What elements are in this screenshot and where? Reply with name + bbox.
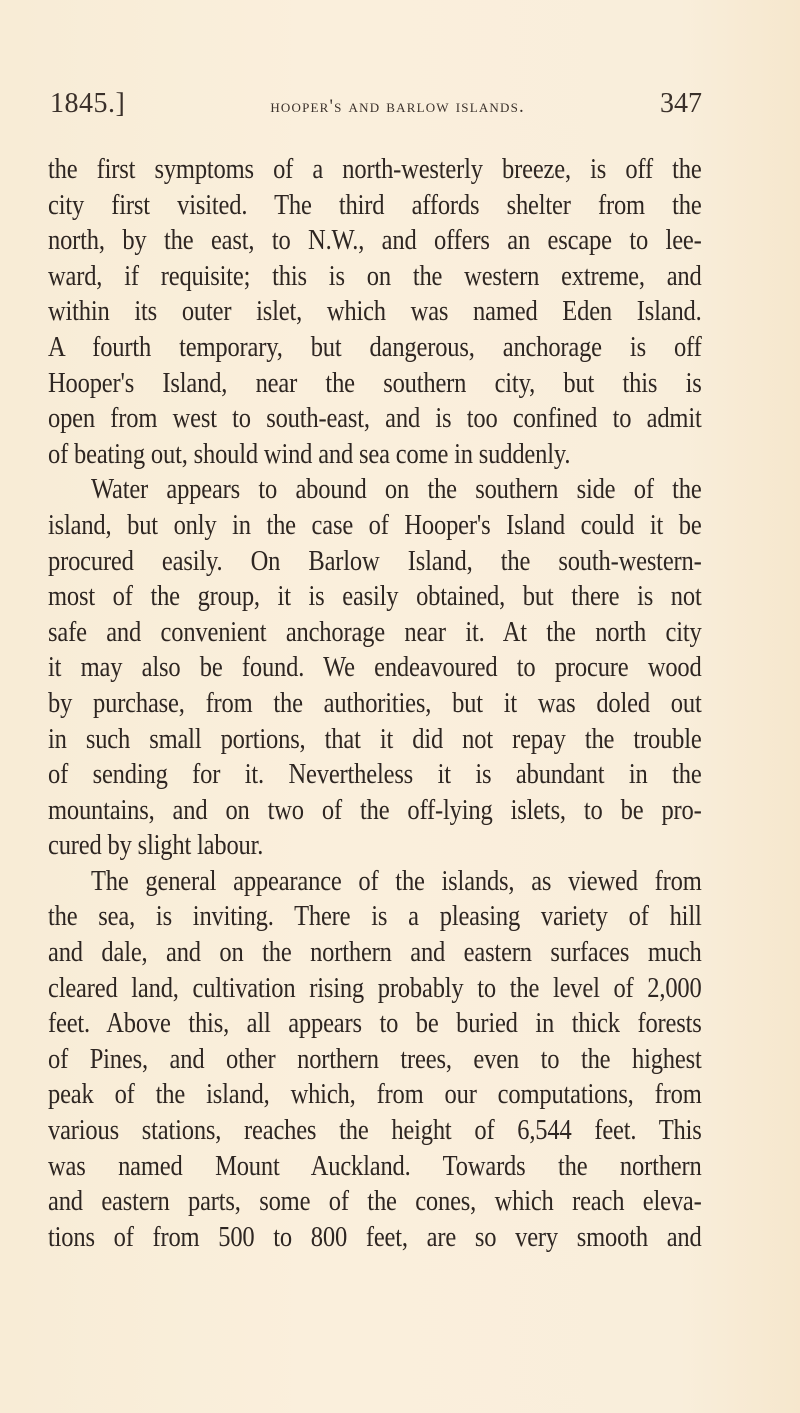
text-line: Hooper's Island, near the southern city, but this is [48,367,702,399]
text-line: tions of from 500 to 800 feet, are so very smooth and [48,1221,702,1253]
text-line: was named Mount Auckland. Towards the northern [48,1150,702,1182]
text-line: and eastern parts, some of the cones, which reach eleva- [48,1186,702,1218]
running-head-year: 1845.] [50,88,126,119]
text-line: the first symptoms of a north-westerly breeze, is off the [48,154,702,185]
text-line: of Pines, and other northern trees, even to the highest [48,1043,702,1075]
text-line: The general appearance of the islands, as viewed from [91,865,702,897]
text-line: of sending for it. Nevertheless it is abundant in the [48,759,702,791]
text-line: by purchase, from the authorities, but it was doled out [48,687,702,719]
text-line: island, but only in the case of Hooper's Island could it be [48,509,702,541]
text-line: various stations, reaches the height of 6,544 feet. This [48,1115,702,1147]
text-line: the sea, is inviting. There is a pleasing variety of hill [48,901,702,933]
text-line: most of the group, it is easily obtained, but there is not [48,581,702,613]
text-line: safe and convenient anchorage near it. At the north city [48,616,702,648]
text-line: A fourth temporary, but dangerous, anchorage is off [48,331,702,363]
text-line: peak of the island, which, from our computations, from [48,1079,702,1111]
text-line: city first visited. The third affords shelter from the [48,189,702,221]
text-line: of beating out, should wind and sea come in suddenly. [48,438,571,470]
text-line: within its outer islet, which was named Eden Island. [48,296,702,328]
text-line: open from west to south-east, and is too confined to admit [48,403,702,435]
running-head-title [270,96,525,118]
page-number: 347 [659,88,702,119]
running-head [50,88,702,128]
text-line: Water appears to abound on the southern side of the [91,474,702,506]
text-line: ward, if requisite; this is on the western extreme, and [48,260,702,292]
text-line: and dale, and on the northern and eastern surfaces much [48,937,702,969]
paragraph-2 [48,472,702,864]
text-line: north, by the east, to N.W., and offers an escape to lee- [48,225,702,257]
text-line: cured by slight labour. [48,830,264,862]
text-line: procured easily. On Barlow Island, the south-western- [48,545,702,577]
text-line: it may also be found. We endeavoured to procure wood [48,652,702,684]
running-head-title-text: hooper's and barlow islands. [270,96,525,117]
paragraph-1 [48,152,702,472]
paragraph-3 [48,864,702,1256]
text-line: in such small portions, that it did not repay the trouble [48,723,702,755]
text-line: mountains, and on two of the off-lying islets, to be pro- [48,794,702,826]
body-text [48,152,702,1255]
text-line: cleared land, cultivation rising probably to the level of 2,000 [48,972,702,1004]
text-line: feet. Above this, all appears to be buried in thick forests [48,1008,702,1040]
